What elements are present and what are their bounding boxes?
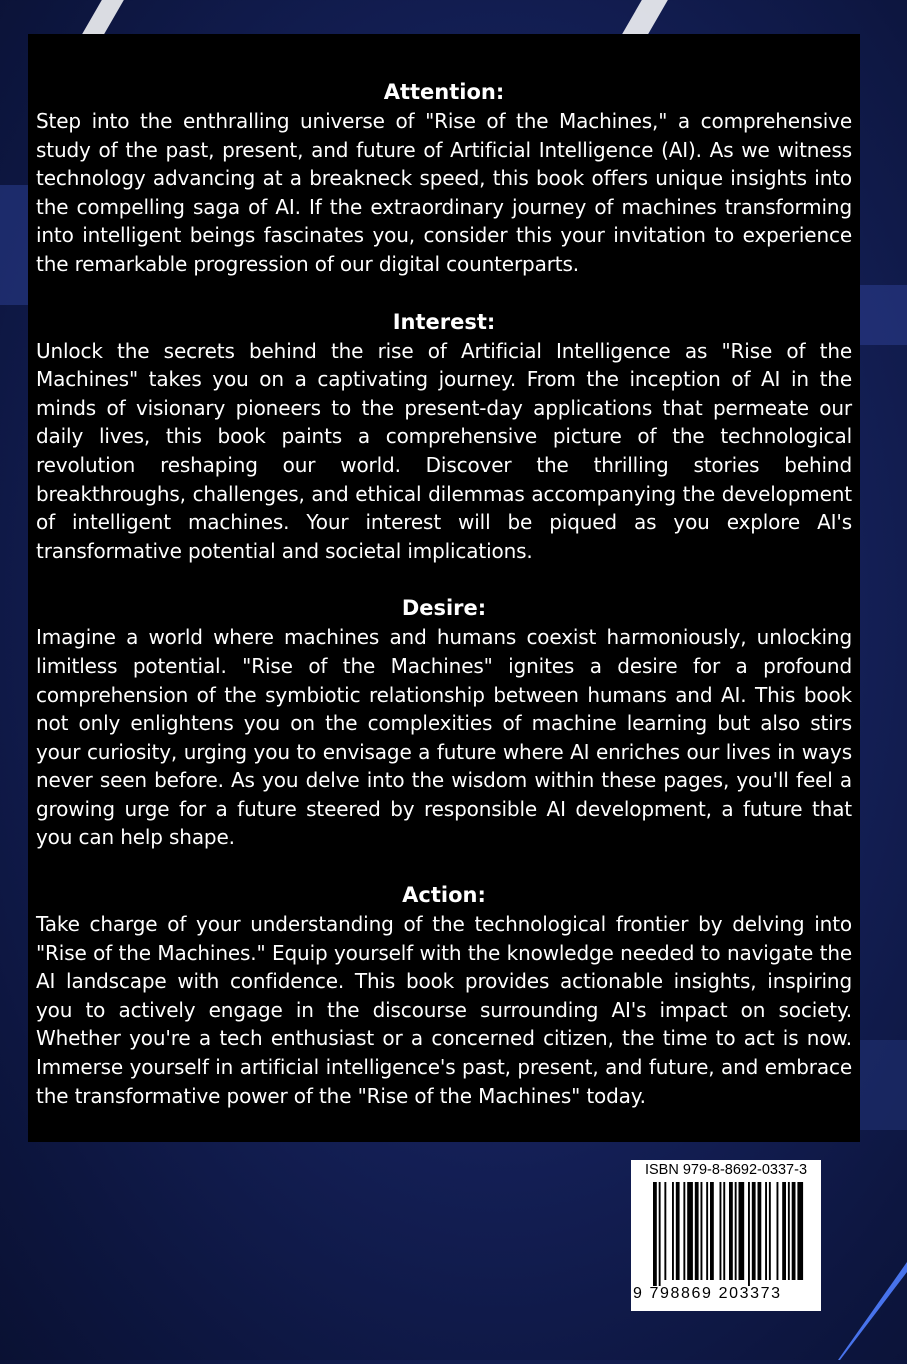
barcode-digits: 9 798869 203373 bbox=[633, 1285, 782, 1302]
section-interest bbox=[36, 308, 852, 566]
isbn-label: ISBN 979-8-8692-0337-3 bbox=[644, 1162, 808, 1178]
decorative-stripe-bottom-right bbox=[838, 1250, 907, 1360]
section-desire bbox=[36, 594, 852, 852]
background-block-right bbox=[860, 285, 907, 345]
section-heading: Attention: bbox=[383, 80, 505, 104]
isbn-barcode bbox=[631, 1160, 821, 1311]
back-cover-text-panel bbox=[28, 34, 860, 1142]
section-heading: Desire: bbox=[401, 596, 487, 621]
section-attention bbox=[36, 78, 852, 279]
section-action bbox=[36, 881, 852, 1110]
background-block-left bbox=[0, 185, 28, 305]
section-body: Imagine a world where machines and humans coexist harmoniously, unlocking limitless potential. "Rise of the Machines" ignites a desire for a profound comprehension of the symbiotic relationship between humans and AI. This book not only enlightens you on the complexities of machine learning but also stirs your curiosity, urging you to envisage a future where AI enriches our lives in ways never seen before. As you delve into the wisdom within these pages, you'll feel a growing urge for a future steered by responsible AI development, a future that you can help shape. bbox=[36, 625, 852, 850]
barcode-bars-graphic bbox=[631, 1182, 821, 1286]
section-heading: Action: bbox=[402, 883, 486, 908]
section-body: Take charge of your understanding of the technological frontier by delving into "Rise of the Machines." Equip yourself with the knowledge needed to navigate the AI landscape with confidence. This book provides actionable insights, inspiring you to actively engage in the discourse surrounding AI's impact on society. Whether you're a tech enthusiast or a concerned citizen, the time to act is now. Immerse yourself in artificial intelligence's past, present, and future, and embrace the transformative power of the "Rise of the Machines" today. bbox=[36, 912, 852, 1108]
section-body: Unlock the secrets behind the rise of Artificial Intelligence as "Rise of the Machines" takes you on a captivating journey. From the inception of AI in the minds of visionary pioneers to the present-day applications that permeate our daily lives, this book paints a comprehensive picture of the technological revolution reshaping our world. Discover the thrilling stories behind breakthroughs, challenges, and ethical dilemmas accompanying the development of intelligent machines. Your interest will be piqued as you explore AI's transformative potential and societal implications. bbox=[36, 338, 852, 563]
decorative-stripe-right bbox=[622, 0, 668, 34]
section-body: Step into the enthralling universe of "Rise of the Machines," a comprehensive study of the past, present, and future of Artificial Intelligence (AI). As we witness technology advancing at a breakneck speed, this book offers unique insights into the compelling saga of AI. If the extraordinary journey of machines transforming into intelligent beings fascinates you, consider this your invitation to experience the remarkable progression of our digital counterparts. bbox=[36, 109, 852, 276]
section-heading: Interest: bbox=[392, 309, 496, 334]
decorative-stripe-left bbox=[82, 0, 124, 34]
background-block-right-low bbox=[860, 1040, 907, 1130]
